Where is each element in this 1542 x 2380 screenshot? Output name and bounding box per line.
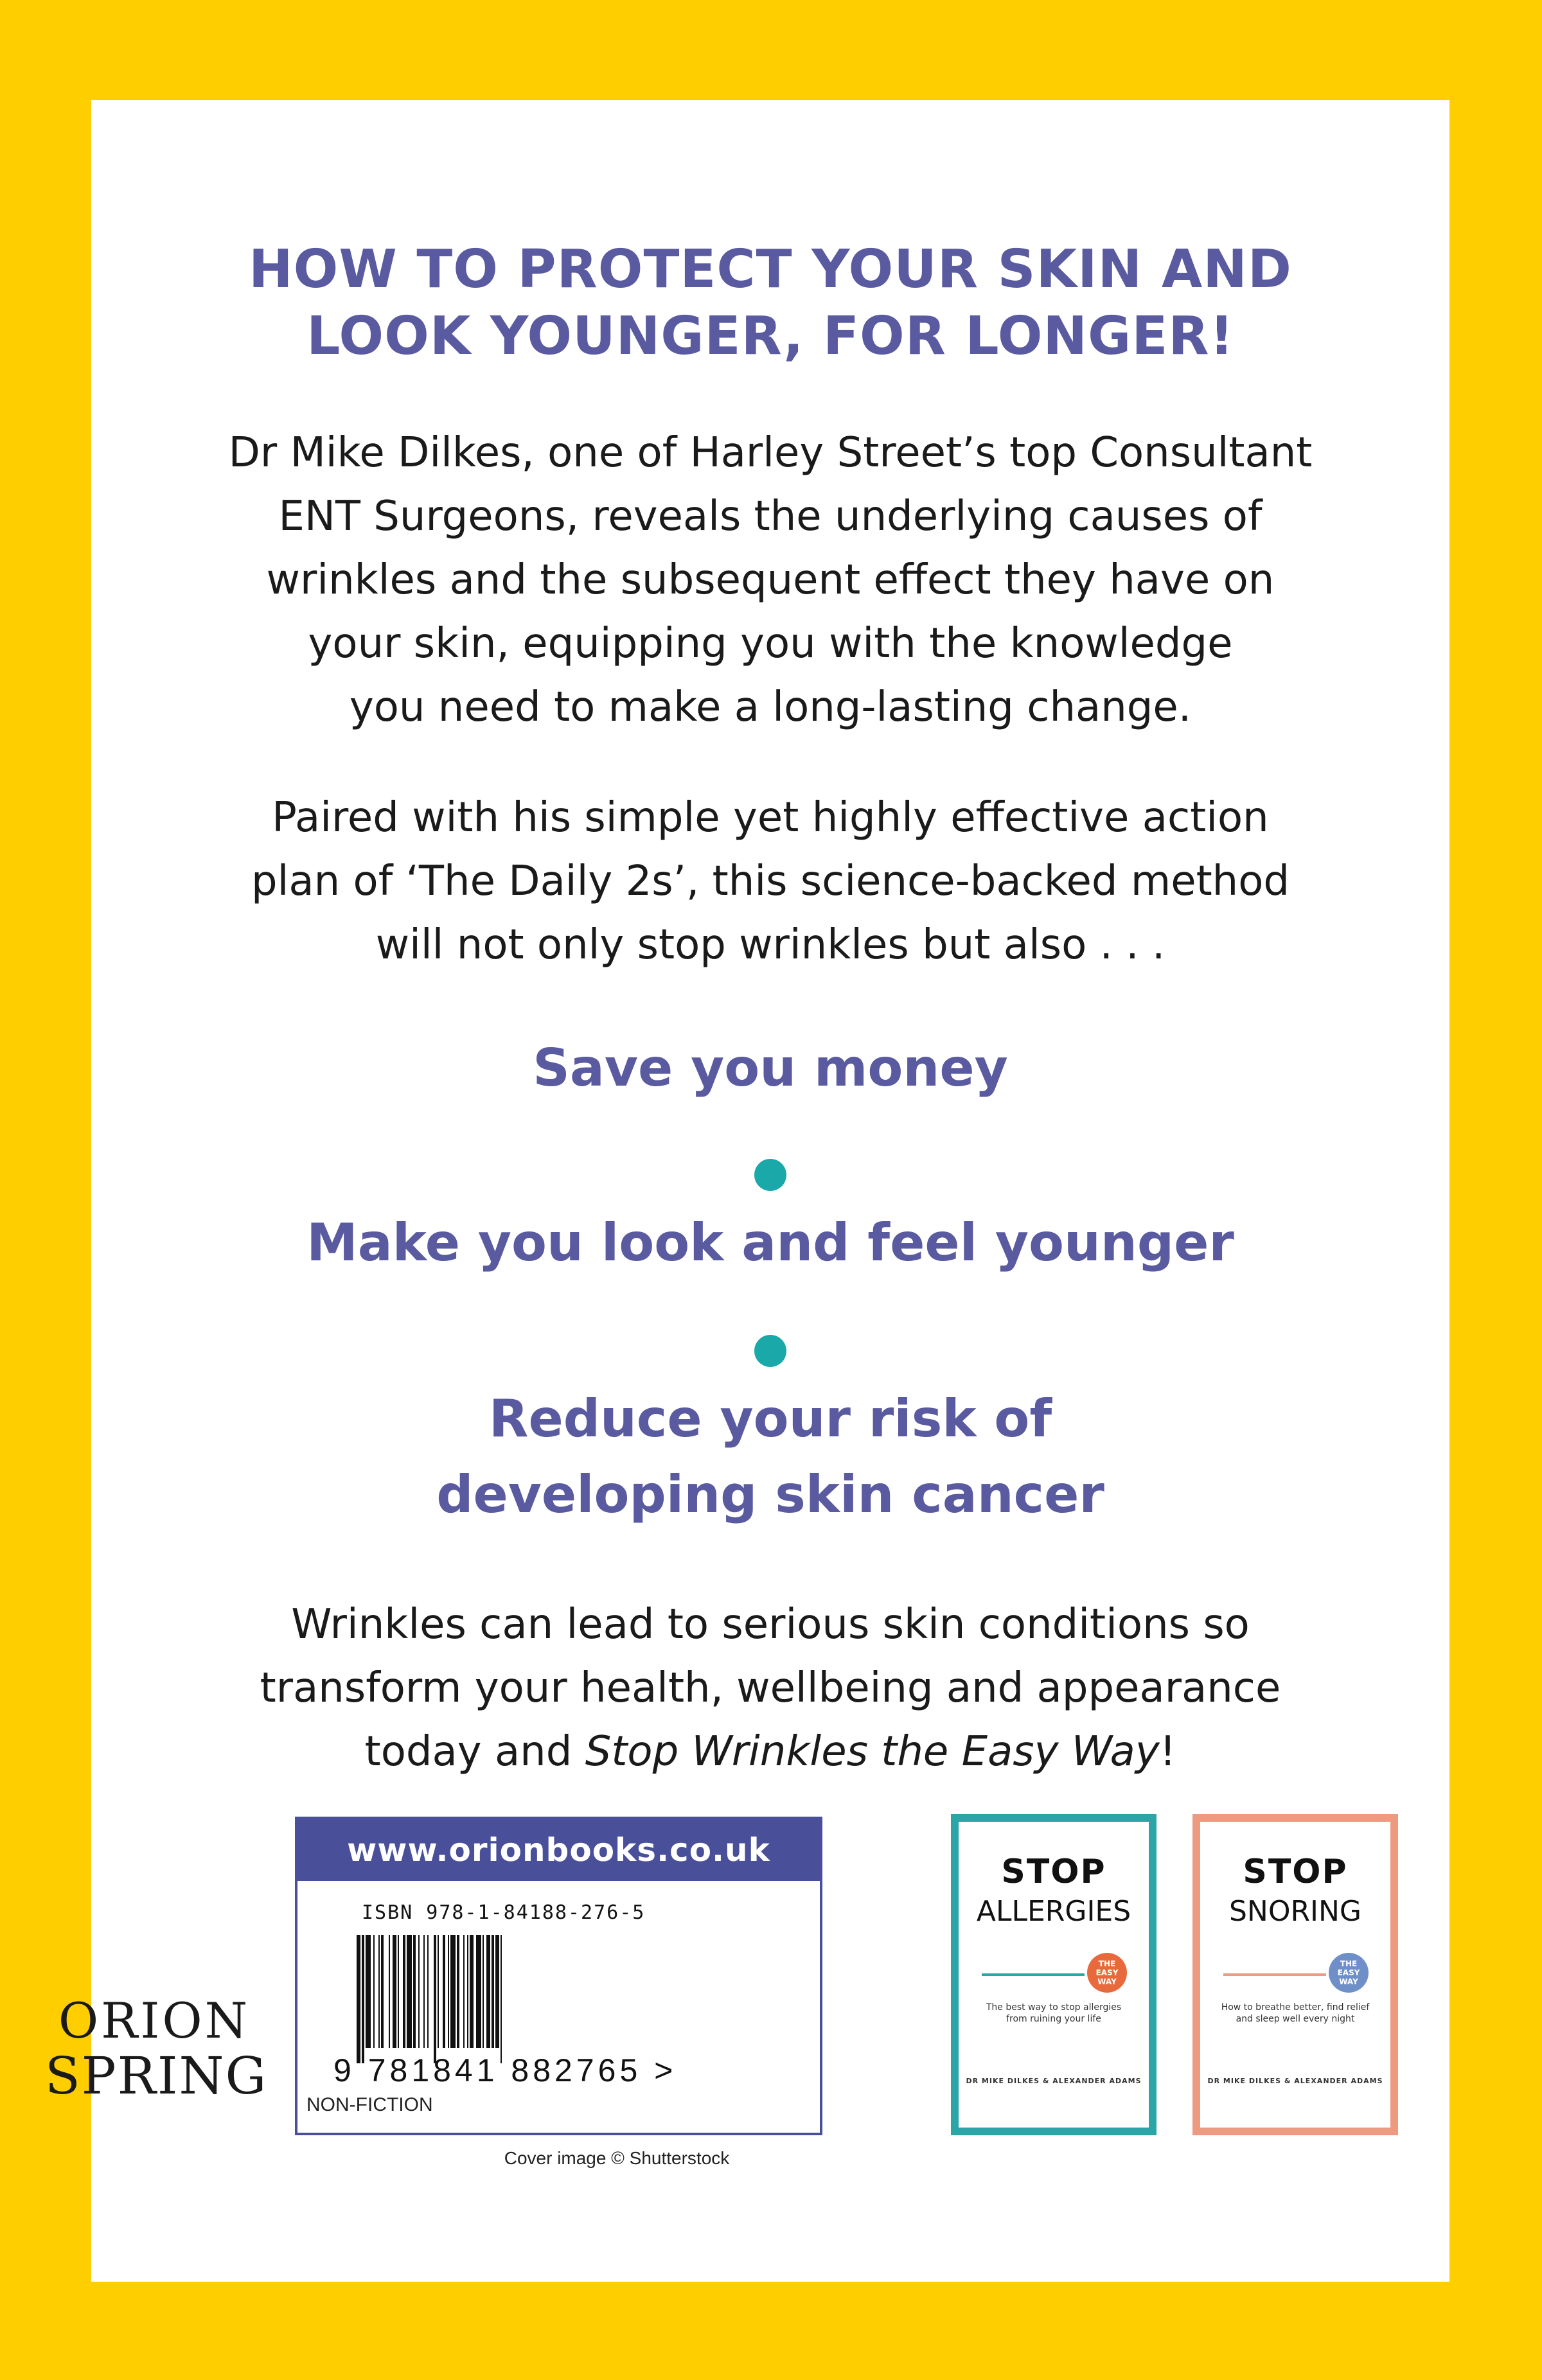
book-title: Stop Wrinkles the Easy Way	[585, 1728, 1160, 1776]
bullet-dot	[754, 1335, 786, 1367]
cover-badge: THE EASY WAY	[1329, 1953, 1369, 1993]
ean-digits: 9 781841 882765 >	[333, 2052, 677, 2088]
headline	[91, 236, 1449, 370]
intro-line: wrinkles and the subsequent effect they have on	[266, 556, 1275, 604]
barcode-bar	[366, 1935, 371, 2048]
barcode-bar	[502, 1935, 504, 2063]
benefit-text: Make you look and feel younger	[306, 1213, 1234, 1273]
closing-paragraph	[91, 1593, 1449, 1784]
barcode-box	[295, 1817, 822, 2135]
cover-tagline: How to breathe better, find relief and sleep well every night	[1221, 2002, 1370, 2024]
closing-line: transform your health, wellbeing and appearance	[260, 1664, 1281, 1712]
benefit-look-younger	[91, 1205, 1449, 1281]
cover-stop: STOP	[1243, 1853, 1348, 1891]
headline-line-1: HOW TO PROTECT YOUR SKIN AND	[249, 239, 1292, 300]
intro-paragraph	[91, 421, 1449, 739]
cover-stop: STOP	[1001, 1853, 1106, 1891]
plan-paragraph	[91, 786, 1449, 977]
isbn-text: ISBN 978-1-84188-276-5	[362, 1901, 646, 1924]
category-label: NON-FICTION	[306, 2094, 433, 2115]
barcode-bar	[407, 1935, 412, 2048]
barcode-bar	[450, 1935, 456, 2048]
publisher-logo	[45, 1992, 268, 2106]
benefit-reduce-risk	[91, 1381, 1449, 1533]
closing-text: today and	[364, 1728, 585, 1776]
cover-authors: DR MIKE DILKES & ALEXANDER ADAMS	[966, 2077, 1142, 2085]
cover-authors: DR MIKE DILKES & ALEXANDER ADAMS	[1207, 2077, 1383, 2085]
barcode	[357, 1935, 652, 2063]
benefit-save-money	[91, 1030, 1449, 1106]
intro-line: you need to make a long-lasting change.	[349, 683, 1192, 731]
related-book-cover-snoring	[1192, 1814, 1398, 2135]
plan-line: will not only stop wrinkles but also . . .	[375, 921, 1165, 969]
plan-line: plan of ‘The Daily 2s’, this science-backed method	[251, 858, 1289, 905]
closing-line: Wrinkles can lead to serious skin conditions so	[291, 1601, 1250, 1648]
cover-title: ALLERGIES	[976, 1895, 1131, 1928]
closing-text: !	[1159, 1728, 1176, 1776]
intro-line: ENT Surgeons, reveals the underlying causes of	[278, 493, 1263, 540]
cover-decor-line	[1223, 1973, 1326, 1976]
cover-decor-line	[982, 1973, 1085, 1976]
barcode-bar	[429, 1935, 434, 2063]
logo-line-2: SPRING	[45, 2046, 268, 2106]
plan-line: Paired with his simple yet highly effective action	[272, 794, 1269, 842]
closing-line	[91, 1720, 1449, 1784]
cover-credit: Cover image © Shutterstock	[504, 2148, 730, 2168]
bullet-dot	[754, 1159, 786, 1191]
headline-line-2: LOOK YOUNGER, FOR LONGER!	[306, 306, 1234, 367]
barcode-bar	[476, 1935, 481, 2048]
intro-line: Dr Mike Dilkes, one of Harley Street’s top Consultant	[228, 429, 1313, 477]
benefit-text: developing skin cancer	[436, 1465, 1104, 1524]
cover-badge: THE EASY WAY	[1087, 1953, 1127, 1993]
cover-title: SNORING	[1228, 1895, 1362, 1928]
logo-line-1: ORION	[58, 1992, 251, 2049]
related-book-cover-allergies	[951, 1814, 1156, 2135]
intro-line: your skin, equipping you with the knowledge	[308, 620, 1233, 667]
barcode-bar	[384, 1935, 389, 2048]
cover-tagline: The best way to stop allergies from ruining your life	[986, 2002, 1122, 2024]
website-url: www.orionbooks.co.uk	[297, 1819, 820, 1881]
benefit-text: Save you money	[533, 1038, 1008, 1098]
benefit-text: Reduce your risk of	[488, 1389, 1052, 1449]
